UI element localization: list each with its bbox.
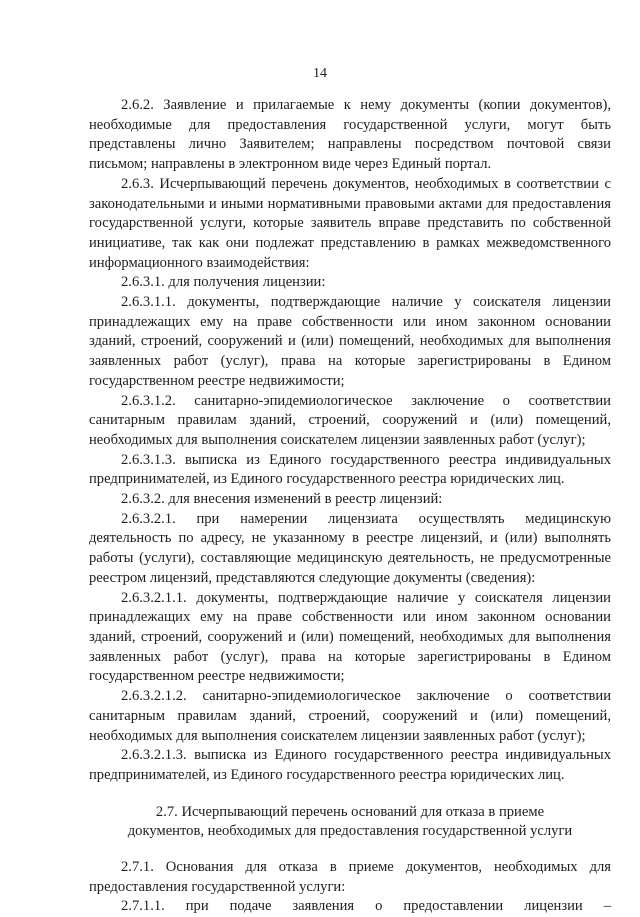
section-spacer xyxy=(89,786,611,803)
paragraph-2-6-3-2-1-2: 2.6.3.2.1.2. санитарно-эпидемиологическое заключение о соответствии санитарным правилам зданий, строений, сооружений и (или) помещений, необходимых для выполнения соискателем лицензии заявленных работ (услуг); xyxy=(89,688,611,744)
section-spacer xyxy=(89,842,611,858)
paragraph-2-6-3-1: 2.6.3.1. для получения лицензии: xyxy=(121,274,326,291)
paragraph-2-6-3-2: 2.6.3.2. для внесения изменений в реестр лицензий: xyxy=(121,491,443,508)
page-body xyxy=(89,96,611,917)
paragraph-2-6-2: 2.6.2. Заявление и прилагаемые к нему документы (копии документов), необходимые для предоставления государственной услуги, могут быть представлены лично Заявителем; направлены посредством почтовой связи письмом; направлены в электронном виде через Единый портал. xyxy=(89,97,611,173)
section-heading-line-1: 2.7. Исчерпывающий перечень оснований для отказа в приеме xyxy=(155,803,545,820)
paragraph-2-6-3-2-1-3: 2.6.3.2.1.3. выписка из Единого государственного реестра индивидуальных предпринимателей, из Единого государственного реестра юридических лиц. xyxy=(89,747,611,783)
paragraph-2-6-3-2-1: 2.6.3.2.1. при намерении лицензиата осуществлять медицинскую деятельность по адресу, не указанному в реестре лицензий, и (или) выполнять работы (услуги), составляющие медицинскую деятельность, не предусмотренные реестром лицензий, представляются следующие документы (сведения): xyxy=(89,510,611,586)
paragraph-2-6-3: 2.6.3. Исчерпывающий перечень документов, необходимых в соответствии с законодательными и иными нормативными правовыми актами для предоставления государственной услуги, которые заявитель вправе представить по собственной инициативе, так как они подлежат представлению в рамках межведомственного информационного взаимодействия: xyxy=(89,175,611,271)
paragraph-2-7-1: 2.7.1. Основания для отказа в приеме документов, необходимых для предоставления государственной услуги: xyxy=(89,859,611,895)
paragraph-2-6-3-2-1-1: 2.6.3.2.1.1. документы, подтверждающие наличие у соискателя лицензии принадлежащих ему на праве собственности или ином законном основании зданий, строений, сооружений и (или) помещений, необходимых для выполнения заявленных работ (услуг), права на которые зарегистрированы в Едином государственном реестре недвижимости; xyxy=(89,589,611,685)
section-heading-line-2: документов, необходимых для предоставления государственной услуги xyxy=(127,823,573,840)
paragraph-2-6-3-1-2: 2.6.3.1.2. санитарно-эпидемиологическое заключение о соответствии санитарным правилам зданий, строений, сооружений и (или) помещений, необходимых для выполнения соискателем лицензии заявленных работ (услуг); xyxy=(89,392,611,448)
page-number: 14 xyxy=(313,66,327,81)
paragraph-2-6-3-1-1: 2.6.3.1.1. документы, подтверждающие наличие у соискателя лицензии принадлежащих ему на праве собственности или ином законном основании зданий, строений, сооружений и (или) помещений, необходимых для выполнения заявленных работ (услуг), права на которые зарегистрированы в Едином государственном реестре недвижимости; xyxy=(89,294,611,389)
paragraph-2-6-3-1-3: 2.6.3.1.3. выписка из Единого государственного реестра индивидуальных предпринимателей, из Единого государственного реестра юридических лиц. xyxy=(89,451,611,488)
paragraph-2-7-1-1: 2.7.1.1. при подаче заявления о предоставлении лицензии – xyxy=(121,898,611,915)
